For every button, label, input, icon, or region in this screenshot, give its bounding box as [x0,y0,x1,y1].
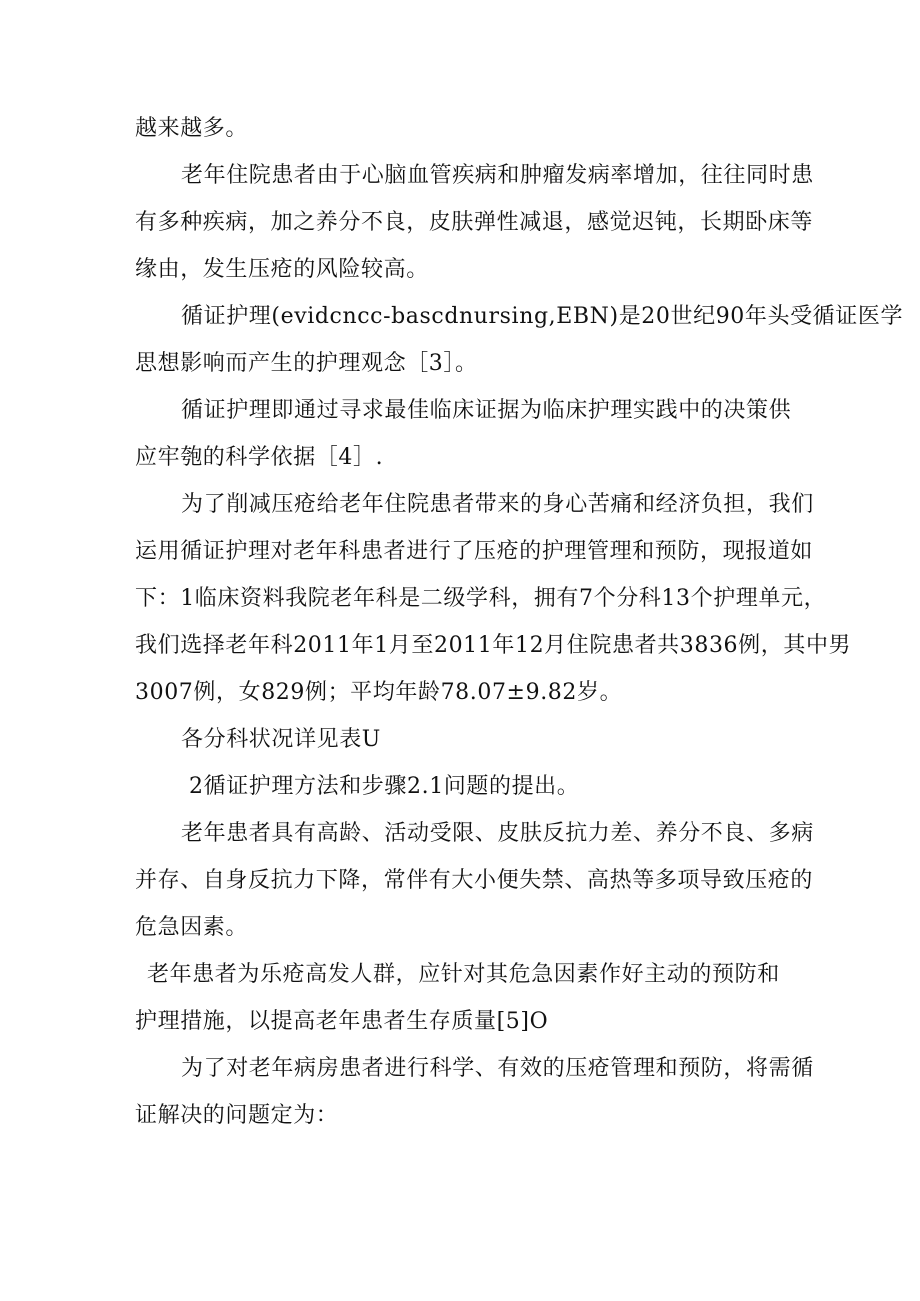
text-line: 护理措施，以提高老年患者生存质量[5]O [135,1009,549,1034]
text-line: 为了削减压疮给老年住院患者带来的身心苦痛和经济负担，我们 [181,492,814,517]
paragraph-2 [135,152,814,293]
paragraph-1 [135,105,795,152]
text-line: 老年患者具有高龄、活动受限、皮肤反抗力差、养分不良、多病 [181,821,814,846]
text-line: 有多种疾病，加之养分不良，皮肤弹性减退，感觉迟钝，长期卧床等 [135,210,814,235]
text-line: 各分科状况详见表U [181,727,381,752]
paragraph-3 [135,293,904,387]
text-line: 老年患者为乐疮高发人群，应针对其危急因素作好主动的预防和 [147,962,780,987]
paragraph-9 [135,951,795,1045]
text-line: 2循证护理方法和步骤2.1问题的提出。 [189,774,580,799]
paragraph-7 [135,763,795,810]
text-line: 3007例，女829例；平均年龄78.07±9.82岁。 [135,680,623,705]
text-line: 下：1临床资料我院老年科是二级学科，拥有7个分科13个护理单元， [135,586,827,611]
text-line: 应牢匏的科学依据［4］. [135,445,384,470]
text-line: 证解决的问题定为： [135,1103,339,1128]
text-line: 越来越多。 [135,116,249,141]
paragraph-5 [135,481,852,716]
text-line: 危急因素。 [135,915,249,940]
text-line: 我们选择老年科2011年1月至2011年12月住院患者共3836例，其中男 [135,633,852,658]
text-line: 思想影响而产生的护理观念［3］。 [135,351,478,376]
paragraph-8 [135,810,814,951]
paragraph-10 [135,1045,814,1139]
text-line: 循证护理(evidcncc-bascdnursing,EBN)是20世纪90年头受循证医学 [181,304,904,329]
text-line: 运用循证护理对老年科患者进行了压疮的护理管理和预防，现报道如 [135,539,814,564]
text-line: 为了对老年病房患者进行科学、有效的压疮管理和预防，将需循 [181,1056,814,1081]
paragraph-6 [135,716,795,763]
paragraph-4 [135,387,795,481]
text-line: 缘由，发生压疮的风险较高。 [135,257,429,282]
text-line: 老年住院患者由于心脑血管疾病和肿瘤发病率增加，往往同时患 [181,163,814,188]
text-line: 并存、自身反抗力下降，常伴有大小便失禁、高热等多项导致压疮的 [135,868,814,893]
text-line: 循证护理即通过寻求最佳临床证据为临床护理实践中的决策供 [181,398,792,423]
